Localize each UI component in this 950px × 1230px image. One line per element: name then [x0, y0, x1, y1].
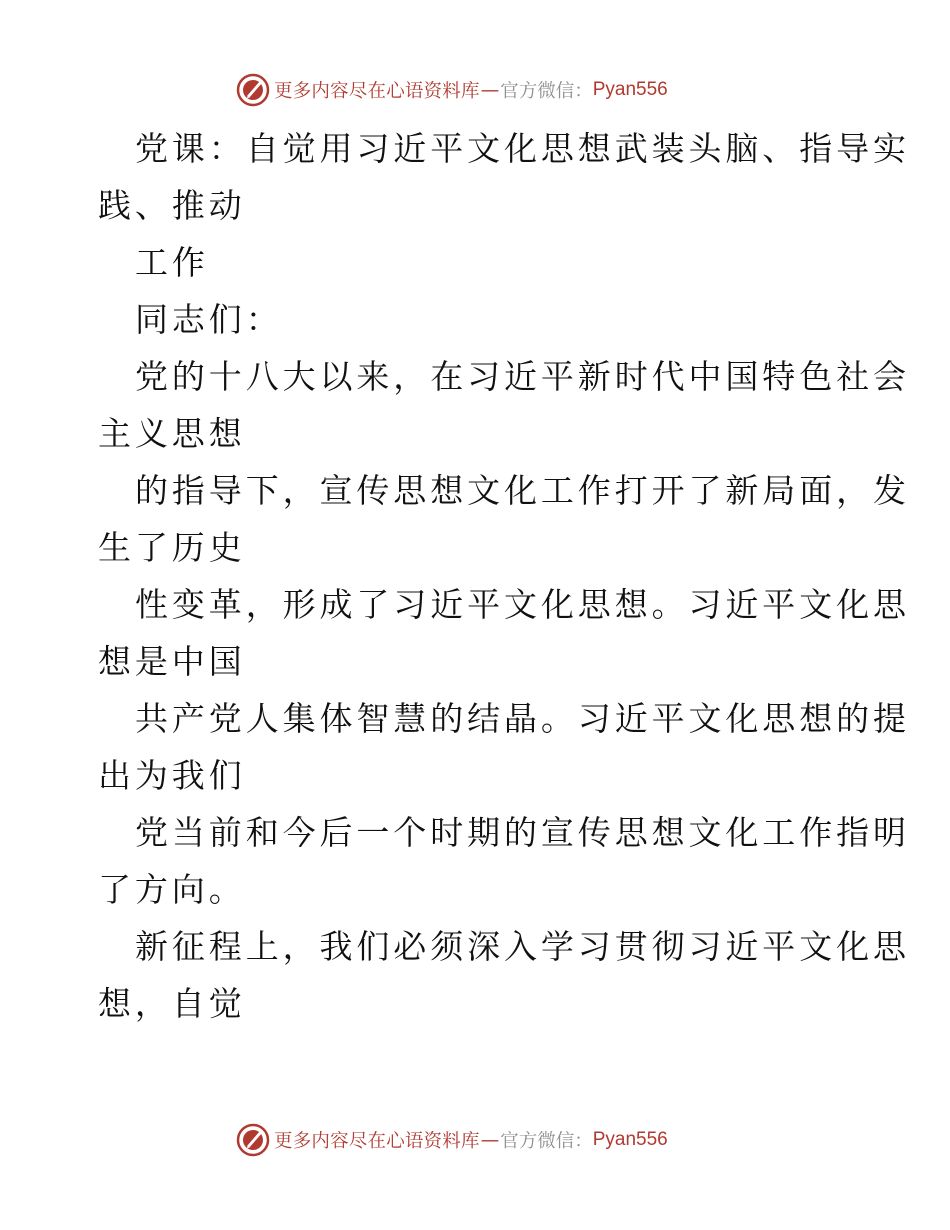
salutation: 同志们： — [135, 300, 283, 339]
text-line: 想是中国 — [98, 642, 246, 681]
text-line: 了方向。 — [98, 870, 246, 909]
title-line-3: 工作 — [135, 243, 209, 282]
footer-wechat-id: Pyan556 — [592, 1129, 668, 1150]
footer-separator: — — [480, 1129, 500, 1151]
footer-site-text: 更多内容尽在心语资料库 — [274, 1131, 480, 1152]
header-wechat-id: Pyan556 — [592, 79, 668, 100]
text-line: 的指导下，宣传思想文化工作打开了新局面，发 — [135, 471, 910, 510]
text-line: 生了历史 — [98, 528, 246, 567]
footer-watermark — [236, 1123, 668, 1157]
text-line: 主义思想 — [98, 414, 246, 453]
text-line: 性变革，形成了习近平文化思想。习近平文化思 — [135, 585, 910, 624]
quill-logo-icon — [236, 73, 270, 107]
text-line: 党的十八大以来，在习近平新时代中国特色社会 — [135, 357, 910, 396]
title-line-1: 党课：自觉用习近平文化思想武装头脑、指导实 — [135, 129, 910, 168]
header-site-text: 更多内容尽在心语资料库 — [274, 81, 480, 102]
header-wechat-label: 官方微信： — [500, 81, 593, 102]
text-line: 想，自觉 — [98, 984, 246, 1023]
text-line: 共产党人集体智慧的结晶。习近平文化思想的提 — [135, 699, 910, 738]
quill-logo-icon — [236, 1123, 270, 1157]
document-body — [98, 120, 910, 1032]
text-line: 出为我们 — [98, 756, 246, 795]
header-watermark — [236, 73, 668, 107]
title-line-2: 践、推动 — [98, 186, 246, 225]
footer-wechat-label: 官方微信： — [500, 1131, 593, 1152]
header-separator: — — [480, 79, 500, 101]
text-line: 党当前和今后一个时期的宣传思想文化工作指明 — [135, 813, 910, 852]
text-line: 新征程上，我们必须深入学习贯彻习近平文化思 — [135, 927, 910, 966]
